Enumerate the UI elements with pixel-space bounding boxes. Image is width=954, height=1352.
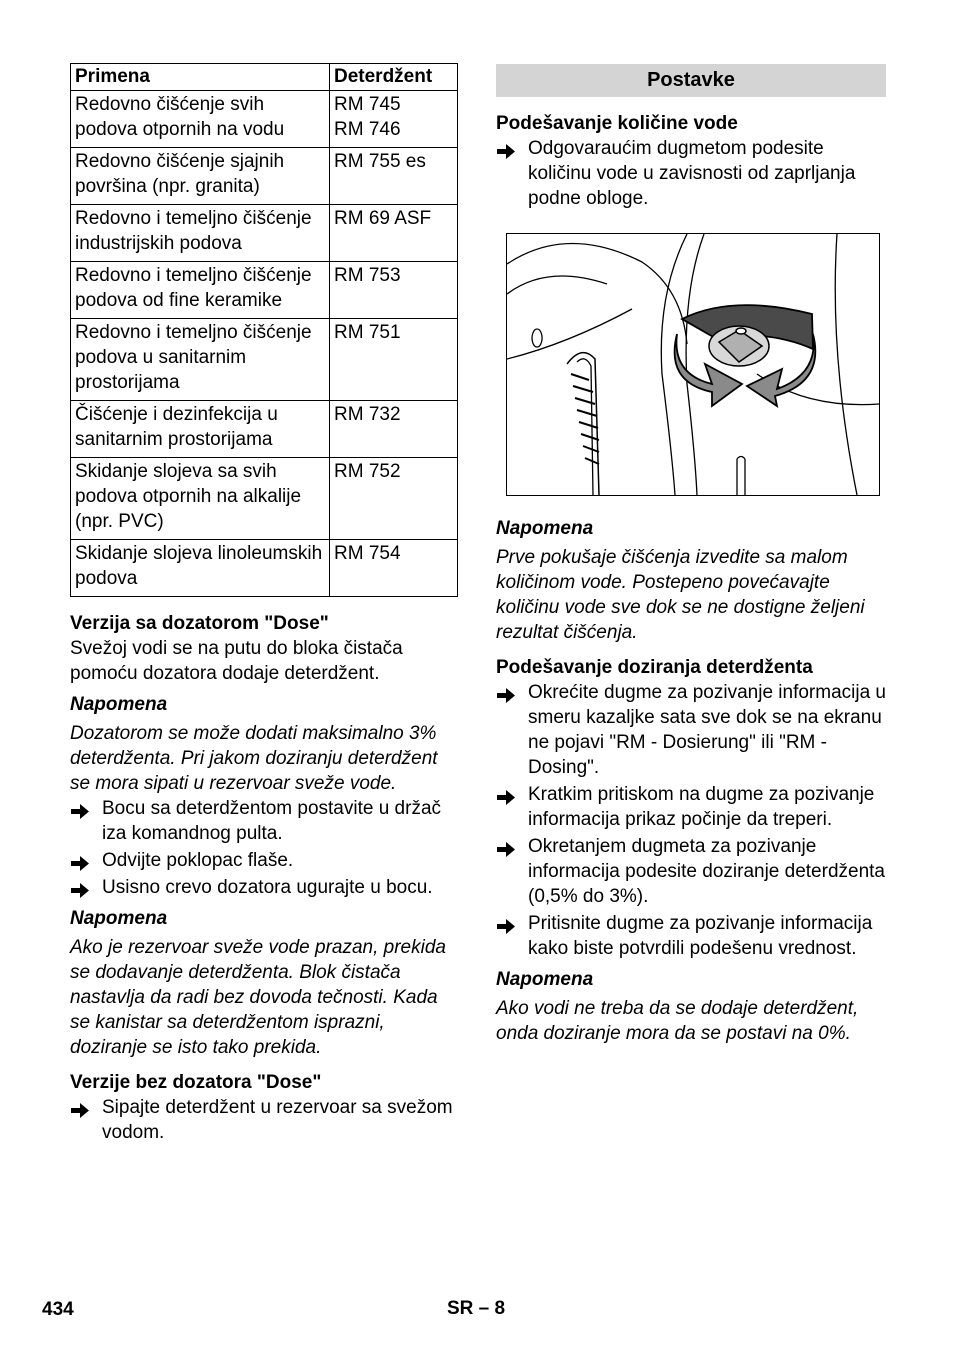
arrow-right-icon [71, 1100, 89, 1115]
step-text: Okrećite dugme za pozivanje informacija u smeru kazaljke sata sve dok se na ekranu ne pojavi "RM - Dosierung" ili "RM - Dosing". [528, 682, 887, 778]
table-body [71, 91, 458, 597]
step-item [496, 911, 886, 961]
table-row [71, 262, 458, 319]
table-cell-use: Redovno i temeljno čišćenje podova od fine keramike [71, 262, 330, 319]
table-row [71, 540, 458, 597]
table-cell-detergent: RM 732 [330, 401, 458, 458]
step-item [70, 796, 460, 846]
table-header-row [71, 64, 458, 91]
note-heading: Napomena [70, 694, 168, 715]
arrow-right-icon [71, 801, 89, 816]
table-cell-use: Redovno i temeljno čišćenje industrijskih podova [71, 205, 330, 262]
step-item [496, 782, 886, 832]
step-text: Pritisnite dugme za pozivanje informacija kako biste potvrdili podešenu vrednost. [528, 913, 873, 959]
table-row [71, 91, 458, 148]
table-header-use: Primena [71, 64, 330, 91]
table-cell-use: Skidanje slojeva linoleumskih podova [71, 540, 330, 597]
arrow-right-icon [497, 685, 515, 700]
note-heading: Napomena [496, 518, 594, 539]
arrow-right-icon [497, 916, 515, 931]
table-cell-use: Skidanje slojeva sa svih podova otpornih na alkalije (npr. PVC) [71, 458, 330, 540]
arrow-right-icon [71, 853, 89, 868]
step-text: Okretanjem dugmeta za pozivanje informacija podesite doziranje deterdženta (0,5% do 3%). [528, 836, 885, 907]
table-cell-use: Čišćenje i dezinfekcija u sanitarnim prostorijama [71, 401, 330, 458]
step-item [70, 848, 460, 873]
table-cell-detergent: RM 752 [330, 458, 458, 540]
table-row [71, 458, 458, 540]
steps-list [496, 680, 886, 961]
table-cell-detergent: RM 753 [330, 262, 458, 319]
arrow-right-icon [497, 141, 515, 156]
step-item [496, 680, 886, 780]
note-text: Ako je rezervoar sveže vode prazan, prekida se dodavanje deterdženta. Blok čistača nastavlja da radi bez dovoda tečnosti. Kada se kanistar sa deterdžentom isprazni, doziranje se isto tako prekida. [70, 937, 446, 1058]
table-cell-use: Redovno čišćenje svih podova otpornih na vodu [71, 91, 330, 148]
table-cell-use: Redovno i temeljno čišćenje podova u sanitarnim prostorijama [71, 319, 330, 401]
language-page-code: SR – 8 [447, 1298, 506, 1319]
dose-text: Svežoj vodi se na putu do bloka čistača pomoću dozatora dodaje deterdžent. [70, 638, 403, 684]
page-number: 434 [42, 1299, 74, 1320]
step-item [496, 136, 886, 211]
note-text: Ako vodi ne treba da se dodaje deterdžent, onda doziranje mora da se postavi na 0%. [496, 998, 859, 1044]
table-cell-detergent: RM 754 [330, 540, 458, 597]
dose-heading: Verzija sa dozatorom "Dose" [70, 613, 329, 634]
step-item [496, 834, 886, 909]
detergent-table [70, 63, 458, 597]
water-heading: Podešavanje količine vode [496, 113, 738, 134]
table-row [71, 205, 458, 262]
step-text: Odvijte poklopac flaše. [102, 850, 294, 871]
arrow-right-icon [71, 880, 89, 895]
table-row [71, 319, 458, 401]
note-heading: Napomena [70, 908, 168, 929]
knob-illustration [506, 233, 880, 496]
note-heading: Napomena [496, 969, 594, 990]
step-item [70, 1095, 460, 1145]
steps-list [70, 796, 460, 900]
steps-list [496, 136, 886, 211]
table-row [71, 148, 458, 205]
table-cell-detergent: RM 69 ASF [330, 205, 458, 262]
step-text: Usisno crevo dozatora ugurajte u bocu. [102, 877, 433, 898]
table-header-detergent: Deterdžent [330, 64, 458, 91]
left-column [70, 63, 460, 1147]
step-text: Kratkim pritiskom na dugme za pozivanje informacija prikaz počinje da treperi. [528, 784, 875, 830]
note-text: Prve pokušaje čišćenja izvedite sa malom količinom vode. Postepeno povećavajte količinu vode sve dok se ne dostigne željeni rezultat čišćenja. [496, 547, 865, 643]
step-item [70, 875, 460, 900]
step-text: Odgovaraućim dugmetom podesite količinu vode u zavisnosti od zaprljanja podne obloge. [528, 138, 856, 209]
table-cell-detergent: RM 755 es [330, 148, 458, 205]
right-column [496, 64, 886, 1046]
note-text: Dozatorom se može dodati maksimalno 3% deterdženta. Pri jakom doziranju deterdžent se mora sipati u rezervoar sveže vode. [70, 723, 438, 794]
dosing-heading: Podešavanje doziranja deterdženta [496, 657, 813, 678]
table-row [71, 401, 458, 458]
step-text: Sipajte deterdžent u rezervoar sa svežom vodom. [102, 1097, 453, 1143]
arrow-right-icon [497, 839, 515, 854]
steps-list [70, 1095, 460, 1145]
section-title-bar: Postavke [496, 64, 886, 97]
no-dose-heading: Verzije bez dozatora "Dose" [70, 1072, 322, 1093]
table-cell-detergent: RM 751 [330, 319, 458, 401]
knob-drawing [507, 234, 879, 495]
arrow-right-icon [497, 787, 515, 802]
table-cell-use: Redovno čišćenje sjajnih površina (npr. granita) [71, 148, 330, 205]
table-cell-detergent: RM 745 RM 746 [330, 91, 458, 148]
step-text: Bocu sa deterdžentom postavite u držač iza komandnog pulta. [102, 798, 442, 844]
